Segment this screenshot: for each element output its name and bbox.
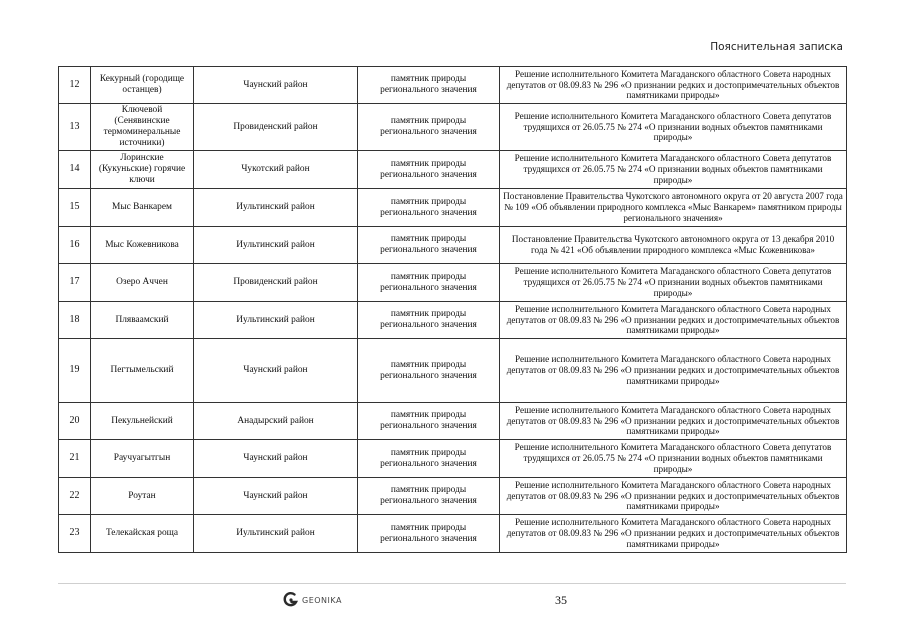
district: Провиденский район bbox=[194, 264, 358, 302]
row-number: 14 bbox=[59, 151, 91, 189]
district: Иультинский район bbox=[194, 189, 358, 227]
category: памятник природы регионального значения bbox=[358, 104, 500, 151]
table-row bbox=[59, 440, 847, 478]
category: памятник природы регионального значения bbox=[358, 440, 500, 478]
category: памятник природы регионального значения bbox=[358, 151, 500, 189]
district: Иультинский район bbox=[194, 515, 358, 553]
object-name: Кекурный (городище останцев) bbox=[91, 67, 194, 104]
district: Чаунский район bbox=[194, 440, 358, 478]
document-header-title: Пояснительная записка bbox=[710, 41, 843, 53]
row-number: 12 bbox=[59, 67, 91, 104]
row-number: 19 bbox=[59, 339, 91, 403]
district: Иультинский район bbox=[194, 302, 358, 339]
row-number: 22 bbox=[59, 478, 91, 515]
category: памятник природы регионального значения bbox=[358, 478, 500, 515]
object-name: Мыс Ванкарем bbox=[91, 189, 194, 227]
object-name: Роутан bbox=[91, 478, 194, 515]
row-number: 23 bbox=[59, 515, 91, 553]
district: Анадырский район bbox=[194, 403, 358, 440]
legal-document: Решение исполнительного Комитета Магаданского областного Совета народных депутатов от 08.09.83 № 296 «О признании редких и достопримечательных объектов памятниками природы» bbox=[500, 403, 847, 440]
table-row bbox=[59, 302, 847, 339]
legal-document: Решение исполнительного Комитета Магаданского областного Совета депутатов трудящихся от 26.05.75 № 274 «О признании водных объектов памятниками природы» bbox=[500, 264, 847, 302]
object-name: Телекайская роща bbox=[91, 515, 194, 553]
category: памятник природы регионального значения bbox=[358, 264, 500, 302]
table-row bbox=[59, 478, 847, 515]
footer-divider bbox=[58, 583, 846, 584]
table-row bbox=[59, 227, 847, 264]
table-row bbox=[59, 104, 847, 151]
object-name: Пляваамский bbox=[91, 302, 194, 339]
row-number: 21 bbox=[59, 440, 91, 478]
object-name: Раучуагытгын bbox=[91, 440, 194, 478]
category: памятник природы регионального значения bbox=[358, 227, 500, 264]
category: памятник природы регионального значения bbox=[358, 403, 500, 440]
category: памятник природы регионального значения bbox=[358, 339, 500, 403]
legal-document: Решение исполнительного Комитета Магаданского областного Совета народных депутатов от 08.09.83 № 296 «О признании редких и достопримечательных объектов памятниками природы» bbox=[500, 67, 847, 104]
category: памятник природы регионального значения bbox=[358, 515, 500, 553]
legal-document: Постановление Правительства Чукотского автономного округа от 20 августа 2007 года № 109 «Об объявлении природного комплекса «Мыс Ванкарем» памятником природы регионального значения» bbox=[500, 189, 847, 227]
category: памятник природы регионального значения bbox=[358, 189, 500, 227]
table-row bbox=[59, 264, 847, 302]
row-number: 15 bbox=[59, 189, 91, 227]
row-number: 13 bbox=[59, 104, 91, 151]
object-name: Мыс Кожевникова bbox=[91, 227, 194, 264]
legal-document: Решение исполнительного Комитета Магаданского областного Совета депутатов трудящихся от 26.05.75 № 274 «О признании водных объектов памятниками природы» bbox=[500, 440, 847, 478]
geonika-logo bbox=[283, 591, 342, 609]
district: Провиденский район bbox=[194, 104, 358, 151]
object-name: Пекульнейский bbox=[91, 403, 194, 440]
legal-document: Решение исполнительного Комитета Магаданского областного Совета народных депутатов от 08.09.83 № 296 «О признании редких и достопримечательных объектов памятниками природы» bbox=[500, 339, 847, 403]
legal-document: Решение исполнительного Комитета Магаданского областного Совета народных депутатов от 08.09.83 № 296 «О признании редких и достопримечательных объектов памятниками природы» bbox=[500, 478, 847, 515]
object-name: Озеро Аччен bbox=[91, 264, 194, 302]
geonika-logo-text: GEONIKA bbox=[302, 595, 342, 605]
table-row bbox=[59, 403, 847, 440]
legal-document: Решение исполнительного Комитета Магаданского областного Совета депутатов трудящихся от 26.05.75 № 274 «О признании водных объектов памятниками природы» bbox=[500, 151, 847, 189]
table-row bbox=[59, 339, 847, 403]
category: памятник природы регионального значения bbox=[358, 67, 500, 104]
district: Чукотский район bbox=[194, 151, 358, 189]
row-number: 16 bbox=[59, 227, 91, 264]
category: памятник природы регионального значения bbox=[358, 302, 500, 339]
table-row bbox=[59, 515, 847, 553]
legal-document: Постановление Правительства Чукотского автономного округа от 13 декабря 2010 года № 421 «Об объявлении природного комплекса «Мыс Кожевникова» bbox=[500, 227, 847, 264]
legal-document: Решение исполнительного Комитета Магаданского областного Совета депутатов трудящихся от 26.05.75 № 274 «О признании водных объектов памятниками природы» bbox=[500, 104, 847, 151]
row-number: 17 bbox=[59, 264, 91, 302]
table-row bbox=[59, 189, 847, 227]
district: Иультинский район bbox=[194, 227, 358, 264]
district: Чаунский район bbox=[194, 339, 358, 403]
table-row bbox=[59, 151, 847, 189]
row-number: 20 bbox=[59, 403, 91, 440]
nature-monuments-table bbox=[58, 66, 847, 553]
legal-document: Решение исполнительного Комитета Магаданского областного Совета народных депутатов от 08.09.83 № 296 «О признании редких и достопримечательных объектов памятниками природы» bbox=[500, 515, 847, 553]
legal-document: Решение исполнительного Комитета Магаданского областного Совета народных депутатов от 08.09.83 № 296 «О признании редких и достопримечательных объектов памятниками природы» bbox=[500, 302, 847, 339]
geonika-logo-icon bbox=[283, 591, 299, 609]
page-number: 35 bbox=[555, 593, 567, 607]
district: Чаунский район bbox=[194, 478, 358, 515]
district: Чаунский район bbox=[194, 67, 358, 104]
table-row bbox=[59, 67, 847, 104]
object-name: Лоринские (Кукуньские) горячие ключи bbox=[91, 151, 194, 189]
object-name: Пегтымельский bbox=[91, 339, 194, 403]
row-number: 18 bbox=[59, 302, 91, 339]
object-name: Ключевой (Сенявинские термоминеральные источники) bbox=[91, 104, 194, 151]
